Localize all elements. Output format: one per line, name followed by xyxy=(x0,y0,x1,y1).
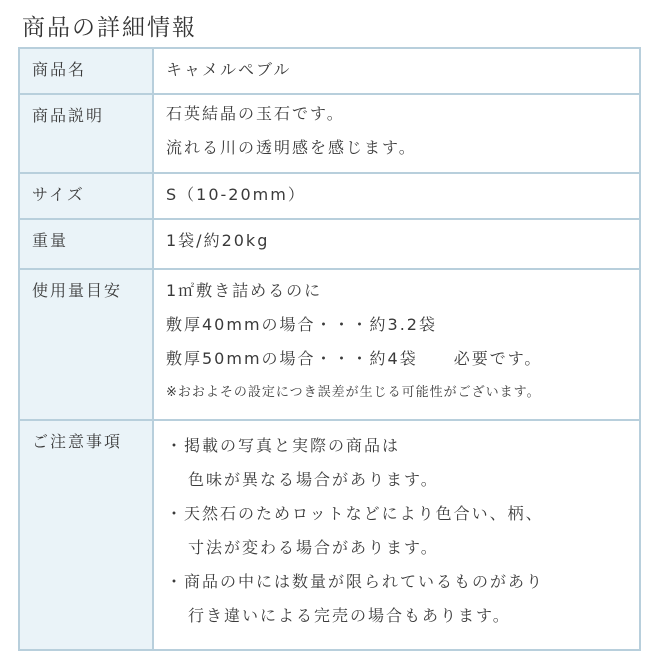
weight-value: 1袋/約20kg xyxy=(166,231,270,250)
precaution-line: ・天然石のためロットなどにより色合い、柄、 xyxy=(166,504,544,523)
precaution-line: 色味が異なる場合があります。 xyxy=(188,470,439,489)
page-title: 商品の詳細情報 xyxy=(22,15,197,41)
description-line: 流れる川の透明感を感じます。 xyxy=(166,138,417,157)
product-details-table xyxy=(18,47,641,651)
size-value: S（10-20mm） xyxy=(166,185,306,204)
row-label-text: ご注意事項 xyxy=(32,432,123,451)
usage-line: 敷厚40mmの場合・・・約3.2袋 xyxy=(166,315,437,334)
row-value xyxy=(154,95,639,172)
precaution-line: 行き違いによる完売の場合もあります。 xyxy=(188,606,511,625)
row-value xyxy=(154,49,639,93)
precaution-line: 寸法が変わる場合があります。 xyxy=(188,538,439,557)
table-row-precautions xyxy=(20,421,639,649)
usage-line: 敷厚50mmの場合・・・約4袋 必要です。 xyxy=(166,349,543,368)
row-value xyxy=(154,220,639,268)
row-value xyxy=(154,270,639,419)
table-row-product-description xyxy=(20,95,639,174)
row-label-text: サイズ xyxy=(32,185,85,204)
row-label xyxy=(20,421,154,649)
row-value xyxy=(154,421,639,649)
precaution-line: ・掲載の写真と実際の商品は xyxy=(166,436,401,455)
table-row-weight xyxy=(20,220,639,270)
row-label xyxy=(20,95,154,172)
row-label xyxy=(20,220,154,268)
usage-line: 1㎡敷き詰めるのに xyxy=(166,281,323,300)
product-name-value: キャメルペブル xyxy=(166,60,292,79)
table-row-usage-guide xyxy=(20,270,639,421)
description-line: 石英結晶の玉石です。 xyxy=(166,104,345,123)
row-label-text: 商品名 xyxy=(32,60,87,79)
row-label xyxy=(20,174,154,218)
row-label-text: 重量 xyxy=(32,231,69,250)
row-label xyxy=(20,270,154,419)
row-label-text: 使用量目安 xyxy=(32,281,123,300)
table-row-size xyxy=(20,174,639,220)
row-label-text: 商品説明 xyxy=(32,106,105,125)
table-row-product-name xyxy=(20,49,639,95)
row-label xyxy=(20,49,154,93)
precaution-line: ・商品の中には数量が限られているものがあり xyxy=(166,572,545,591)
usage-note: ※おおよその設定につき誤差が生じる可能性がございます。 xyxy=(166,385,541,400)
row-value xyxy=(154,174,639,218)
